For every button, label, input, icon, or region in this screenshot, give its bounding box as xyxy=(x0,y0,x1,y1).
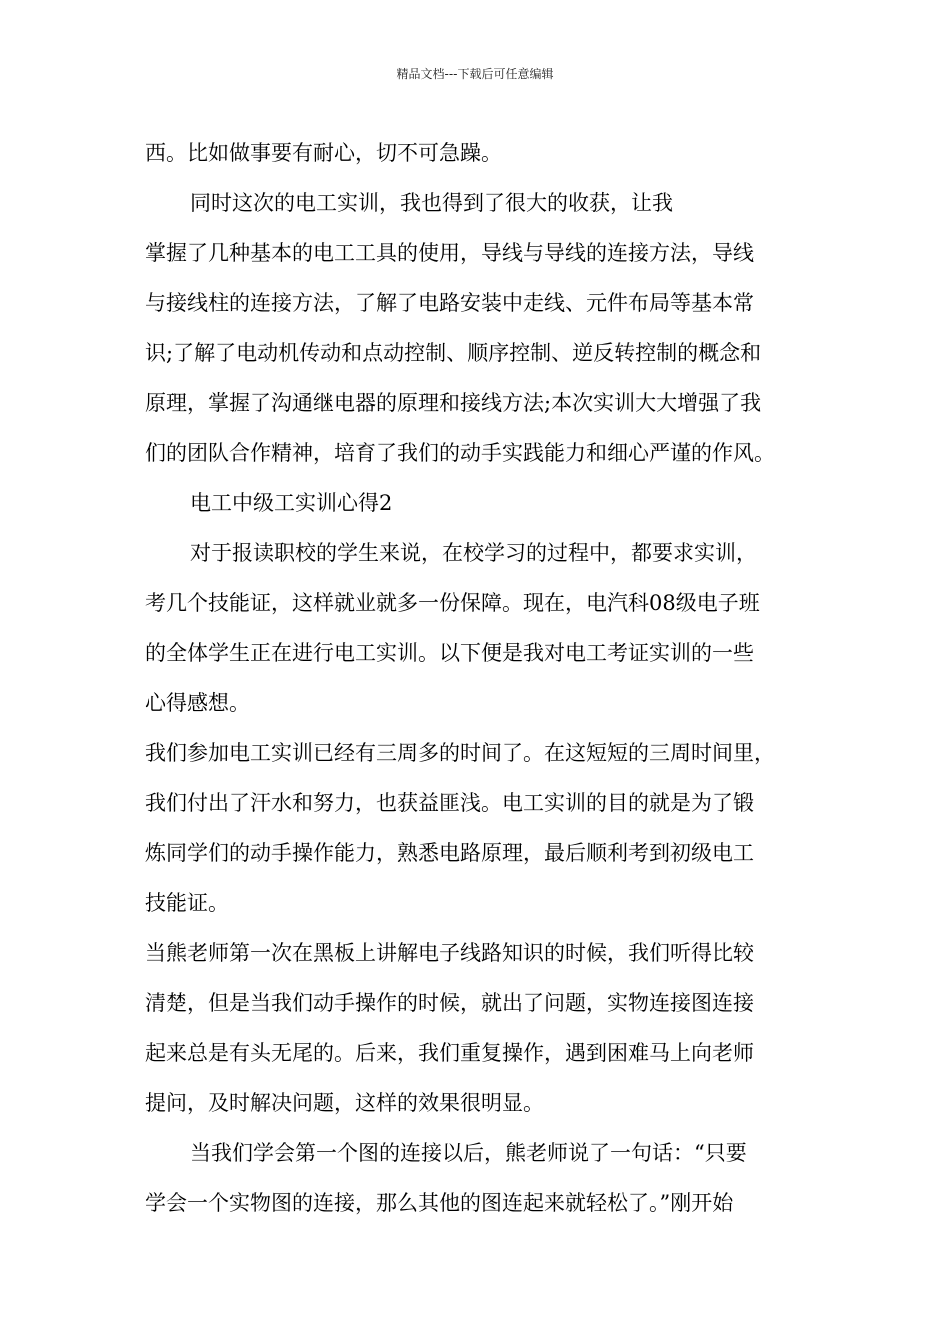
text-line: 识;了解了电动机传动和点动控制、顺序控制、逆反转控制的概念和 xyxy=(145,341,762,365)
text-line: 当我们学会第一个图的连接以后，熊老师说了一句话：“只要 xyxy=(190,1141,747,1165)
text-line: 炼同学们的动手操作能力，熟悉电路原理，最后顺利考到初级电工 xyxy=(145,841,754,865)
section-heading: 电工中级工实训心得2 xyxy=(190,491,393,515)
text-line: 起来总是有头无尾的。后来，我们重复操作，遇到困难马上向老师 xyxy=(145,1041,754,1065)
text-line: 清楚，但是当我们动手操作的时候，就出了问题，实物连接图连接 xyxy=(145,991,754,1015)
text-line: 原理，掌握了沟通继电器的原理和接线方法;本次实训大大增强了我 xyxy=(145,391,762,415)
text-line: 对于报读职校的学生来说，在校学习的过程中，都要求实训， xyxy=(190,541,757,565)
text-line: 掌握了几种基本的电工工具的使用，导线与导线的连接方法，导线 xyxy=(145,241,754,265)
text-line: 当熊老师第一次在黑板上讲解电子线路知识的时候，我们听得比较 xyxy=(145,941,754,965)
text-line: 我们付出了汗水和努力，也获益匪浅。电工实训的目的就是为了锻 xyxy=(145,791,754,815)
text-line: 技能证。 xyxy=(145,891,229,915)
text-line: 考几个技能证，这样就业就多一份保障。现在，电汽科08级电子班 xyxy=(145,591,760,615)
text-line: 同时这次的电工实训，我也得到了很大的收获，让我 xyxy=(190,191,673,215)
text-line: 的全体学生正在进行电工实训。以下便是我对电工考证实训的一些 xyxy=(145,641,754,665)
text-line: 学会一个实物图的连接，那么其他的图连起来就轻松了。”刚开始 xyxy=(145,1191,734,1215)
page-header: 精品文档---下载后可任意编辑 xyxy=(396,67,554,81)
text-line: 西。比如做事要有耐心，切不可急躁。 xyxy=(145,141,502,165)
text-line: 心得感想。 xyxy=(145,691,250,715)
text-line: 们的团队合作精神，培育了我们的动手实践能力和细心严谨的作风。 xyxy=(145,441,775,465)
text-line: 与接线柱的连接方法，了解了电路安装中走线、元件布局等基本常 xyxy=(145,291,754,315)
text-line: 我们参加电工实训已经有三周多的时间了。在这短短的三周时间里， xyxy=(145,741,775,765)
text-line: 提问，及时解决问题，这样的效果很明显。 xyxy=(145,1091,544,1115)
document-body xyxy=(145,128,810,1228)
